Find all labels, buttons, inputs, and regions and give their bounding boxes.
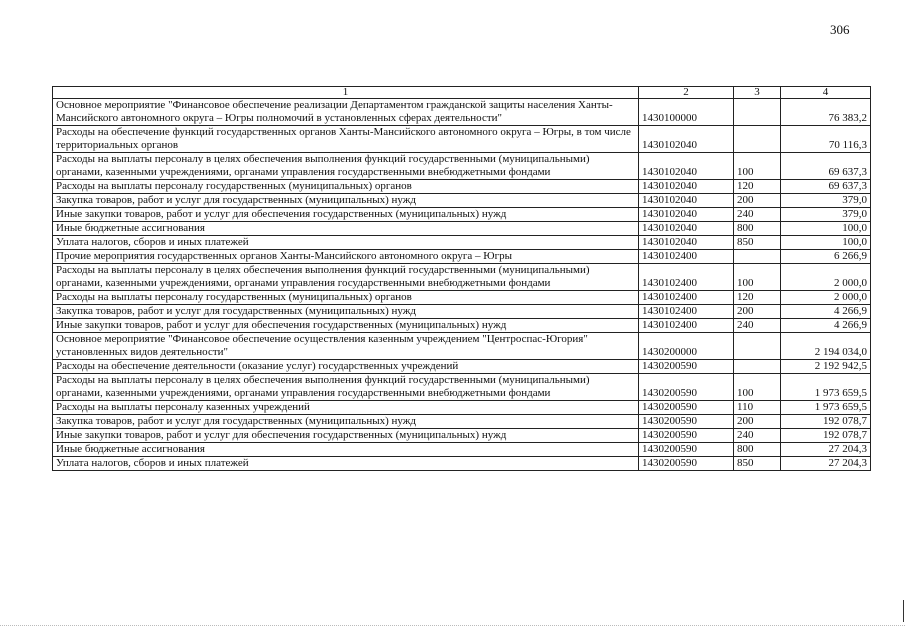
row-name: Расходы на выплаты персоналу казенных учреждений (53, 401, 639, 415)
row-amount: 4 266,9 (781, 305, 871, 319)
table-row (53, 126, 871, 153)
header-col-2: 2 (639, 87, 734, 99)
table-row (53, 236, 871, 250)
table-row (53, 305, 871, 319)
row-amount: 2 000,0 (781, 264, 871, 291)
table-header-row (53, 87, 871, 99)
row-code: 1430200000 (639, 333, 734, 360)
row-code: 1430200590 (639, 443, 734, 457)
scan-edge-mark (903, 600, 904, 622)
row-type: 100 (734, 374, 781, 401)
table-row (53, 360, 871, 374)
row-amount: 192 078,7 (781, 429, 871, 443)
table-row (53, 401, 871, 415)
row-name: Расходы на выплаты персоналу государственных (муниципальных) органов (53, 180, 639, 194)
row-name: Иные закупки товаров, работ и услуг для обеспечения государственных (муниципальных) нужд (53, 429, 639, 443)
row-type (734, 360, 781, 374)
row-name: Расходы на обеспечение функций государственных органов Ханты-Мансийского автономного округа – Югры, в том числе территориальных органов (53, 126, 639, 153)
table-row (53, 250, 871, 264)
row-code: 1430102040 (639, 208, 734, 222)
row-code: 1430200590 (639, 429, 734, 443)
table-row (53, 333, 871, 360)
table-row (53, 291, 871, 305)
header-col-3: 3 (734, 87, 781, 99)
page-number: 306 (830, 22, 850, 37)
table-body (53, 99, 871, 471)
row-name: Уплата налогов, сборов и иных платежей (53, 457, 639, 471)
row-name: Расходы на выплаты персоналу в целях обеспечения выполнения функций государственными (муниципальными) органами, казенными учреждениями, органами управления государственными внебюджетными фондами (53, 264, 639, 291)
row-name: Иные закупки товаров, работ и услуг для обеспечения государственных (муниципальных) нужд (53, 319, 639, 333)
row-code: 1430200590 (639, 401, 734, 415)
row-name: Закупка товаров, работ и услуг для государственных (муниципальных) нужд (53, 305, 639, 319)
row-type: 240 (734, 208, 781, 222)
row-amount: 379,0 (781, 194, 871, 208)
table-row (53, 99, 871, 126)
table-row (53, 415, 871, 429)
row-amount: 70 116,3 (781, 126, 871, 153)
row-code: 1430200590 (639, 457, 734, 471)
row-type: 850 (734, 236, 781, 250)
row-code: 1430102040 (639, 180, 734, 194)
row-type: 120 (734, 291, 781, 305)
row-type: 240 (734, 319, 781, 333)
table-row (53, 429, 871, 443)
row-code: 1430200590 (639, 374, 734, 401)
row-name: Расходы на обеспечение деятельности (оказание услуг) государственных учреждений (53, 360, 639, 374)
row-type: 200 (734, 305, 781, 319)
row-code: 1430102400 (639, 264, 734, 291)
header-col-1: 1 (53, 87, 639, 99)
table-row (53, 319, 871, 333)
row-name: Иные закупки товаров, работ и услуг для обеспечения государственных (муниципальных) нужд (53, 208, 639, 222)
row-amount: 2 000,0 (781, 291, 871, 305)
table-row (53, 457, 871, 471)
row-name: Расходы на выплаты персоналу в целях обеспечения выполнения функций государственными (муниципальными) органами, казенными учреждениями, органами управления государственными внебюджетными фондами (53, 153, 639, 180)
row-name: Уплата налогов, сборов и иных платежей (53, 236, 639, 250)
row-code: 1430102400 (639, 319, 734, 333)
row-type: 800 (734, 443, 781, 457)
row-name: Прочие мероприятия государственных органов Ханты-Мансийского автономного округа – Югры (53, 250, 639, 264)
row-amount: 27 204,3 (781, 443, 871, 457)
row-amount: 1 973 659,5 (781, 374, 871, 401)
row-code: 1430200590 (639, 360, 734, 374)
row-type: 800 (734, 222, 781, 236)
row-amount: 27 204,3 (781, 457, 871, 471)
row-type: 100 (734, 153, 781, 180)
row-name: Расходы на выплаты персоналу в целях обеспечения выполнения функций государственными (муниципальными) органами, казенными учреждениями, органами управления государственными внебюджетными фондами (53, 374, 639, 401)
row-code: 1430102040 (639, 194, 734, 208)
row-code: 1430200590 (639, 415, 734, 429)
row-type (734, 99, 781, 126)
header-col-4: 4 (781, 87, 871, 99)
row-type (734, 333, 781, 360)
row-name: Иные бюджетные ассигнования (53, 222, 639, 236)
row-code: 1430102040 (639, 126, 734, 153)
row-amount: 100,0 (781, 236, 871, 250)
table-row (53, 222, 871, 236)
row-type: 120 (734, 180, 781, 194)
row-name: Основное мероприятие "Финансовое обеспечение реализации Департаментом гражданской защиты населения Ханты-Мансийского автономного округа – Югры полномочий в установленных сферах деятельности" (53, 99, 639, 126)
table-row (53, 180, 871, 194)
row-name: Иные бюджетные ассигнования (53, 443, 639, 457)
row-amount: 69 637,3 (781, 180, 871, 194)
row-amount: 192 078,7 (781, 415, 871, 429)
row-amount: 1 973 659,5 (781, 401, 871, 415)
row-name: Закупка товаров, работ и услуг для государственных (муниципальных) нужд (53, 415, 639, 429)
row-code: 1430102400 (639, 305, 734, 319)
row-name: Расходы на выплаты персоналу государственных (муниципальных) органов (53, 291, 639, 305)
row-name: Основное мероприятие "Финансовое обеспечение осуществления казенным учреждением "Центроспас-Югория" установленных видов деятельности" (53, 333, 639, 360)
row-code: 1430102040 (639, 222, 734, 236)
row-amount: 69 637,3 (781, 153, 871, 180)
row-type (734, 126, 781, 153)
row-code: 1430100000 (639, 99, 734, 126)
row-type: 200 (734, 415, 781, 429)
table-row (53, 374, 871, 401)
row-code: 1430102400 (639, 291, 734, 305)
budget-table (52, 86, 871, 471)
row-type: 850 (734, 457, 781, 471)
row-type: 100 (734, 264, 781, 291)
table-row (53, 153, 871, 180)
row-amount: 379,0 (781, 208, 871, 222)
scan-noise-line (0, 625, 905, 628)
row-type (734, 250, 781, 264)
table-row (53, 208, 871, 222)
table-row (53, 194, 871, 208)
row-code: 1430102400 (639, 250, 734, 264)
row-type: 200 (734, 194, 781, 208)
row-amount: 2 194 034,0 (781, 333, 871, 360)
row-amount: 6 266,9 (781, 250, 871, 264)
row-amount: 76 383,2 (781, 99, 871, 126)
row-code: 1430102040 (639, 236, 734, 250)
row-amount: 100,0 (781, 222, 871, 236)
row-amount: 2 192 942,5 (781, 360, 871, 374)
row-name: Закупка товаров, работ и услуг для государственных (муниципальных) нужд (53, 194, 639, 208)
table-row (53, 443, 871, 457)
row-code: 1430102040 (639, 153, 734, 180)
row-type: 240 (734, 429, 781, 443)
row-type: 110 (734, 401, 781, 415)
row-amount: 4 266,9 (781, 319, 871, 333)
table-row (53, 264, 871, 291)
